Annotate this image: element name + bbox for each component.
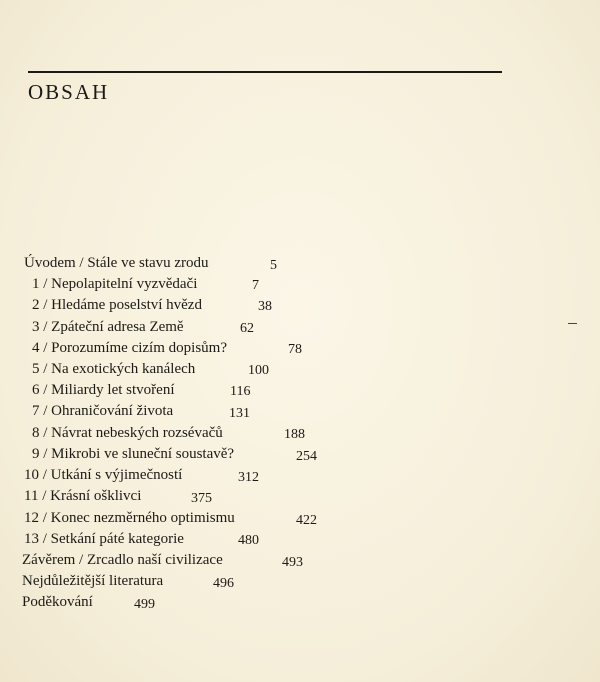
chapter-title: Mikrobi ve sluneční soustavě? xyxy=(51,446,235,462)
toc-entry xyxy=(32,275,197,293)
chapter-title: Na exotických kanálech xyxy=(51,361,196,377)
toc-entry xyxy=(22,551,223,569)
chapter-page-number: 499 xyxy=(134,597,155,612)
chapter-title: Nejdůležitější literatura xyxy=(22,573,164,589)
chapter-title: Krásní ošklivci xyxy=(50,488,142,504)
chapter-separator: / xyxy=(39,361,52,377)
chapter-page-number: 188 xyxy=(284,427,305,442)
toc-entry xyxy=(24,530,184,548)
chapter-page-number: 131 xyxy=(229,406,250,421)
chapter-title: Miliardy let stvoření xyxy=(51,382,175,398)
chapter-number: 12 xyxy=(24,510,39,526)
chapter-page-number: 38 xyxy=(258,299,272,314)
chapter-separator: / xyxy=(39,467,51,483)
chapter-separator: / xyxy=(39,297,52,313)
chapter-page-number: 116 xyxy=(230,384,251,399)
toc-entry xyxy=(32,360,195,378)
chapter-page-number: 254 xyxy=(296,449,317,464)
toc-entry xyxy=(24,487,141,505)
chapter-number: 3 xyxy=(32,319,40,335)
toc-entry xyxy=(32,381,174,399)
chapter-separator: / xyxy=(39,340,52,356)
chapter-page-number: 7 xyxy=(252,278,259,293)
chapter-title: Návrat nebeských rozsévačů xyxy=(51,425,223,441)
chapter-number: 4 xyxy=(32,340,40,356)
chapter-title: Hledáme poselství hvězd xyxy=(51,297,202,313)
chapter-separator: / xyxy=(39,446,52,462)
toc-entry xyxy=(22,593,93,611)
chapter-page-number: 493 xyxy=(282,555,303,570)
chapter-title: Utkání s výjimečností xyxy=(50,467,183,483)
toc-entry xyxy=(22,572,163,590)
toc-entry xyxy=(32,296,202,314)
chapter-page-number: 496 xyxy=(213,576,234,591)
chapter-number: 11 xyxy=(24,488,39,504)
toc-entry xyxy=(32,318,184,336)
chapter-page-number: 312 xyxy=(238,470,259,485)
chapter-title: Poděkování xyxy=(22,594,93,610)
chapter-number: 1 xyxy=(32,276,40,292)
chapter-number: 9 xyxy=(32,446,40,462)
chapter-title: Zpáteční adresa Země xyxy=(51,319,184,335)
chapter-title: Porozumíme cizím dopisům? xyxy=(51,340,227,356)
chapter-number: 2 xyxy=(32,297,40,313)
chapter-title: Závěrem / Zrcadlo naší civilizace xyxy=(22,552,223,568)
chapter-page-number: 375 xyxy=(191,491,212,506)
margin-mark xyxy=(568,323,577,324)
chapter-separator: / xyxy=(39,319,52,335)
chapter-page-number: 78 xyxy=(288,342,302,357)
chapter-title: Setkání páté kategorie xyxy=(50,531,184,547)
chapter-number: 8 xyxy=(32,425,40,441)
chapter-title: Nepolapitelní vyzvědači xyxy=(51,276,198,292)
chapter-number: 5 xyxy=(32,361,40,377)
chapter-number: 7 xyxy=(32,403,40,419)
chapter-separator: / xyxy=(39,276,52,292)
chapter-page-number: 480 xyxy=(238,533,259,548)
toc-entry xyxy=(32,402,173,420)
page-title: OBSAH xyxy=(28,80,110,104)
chapter-title: Úvodem / Stále ve stavu zrodu xyxy=(24,255,209,271)
chapter-separator: / xyxy=(39,531,51,547)
chapter-number: 13 xyxy=(24,531,39,547)
chapter-page-number: 422 xyxy=(296,513,317,528)
chapter-title: Konec nezměrného optimismu xyxy=(50,510,235,526)
toc-entry xyxy=(32,424,223,442)
chapter-separator: / xyxy=(39,403,52,419)
toc-entry xyxy=(32,339,227,357)
chapter-page-number: 5 xyxy=(270,258,277,273)
chapter-number: 6 xyxy=(32,382,40,398)
toc-entry xyxy=(24,509,235,527)
chapter-title: Ohraničování života xyxy=(51,403,174,419)
toc-entry xyxy=(24,466,182,484)
chapter-number: 10 xyxy=(24,467,39,483)
chapter-page-number: 62 xyxy=(240,321,254,336)
chapter-separator: / xyxy=(39,425,52,441)
chapter-page-number: 100 xyxy=(248,363,269,378)
toc-entry xyxy=(24,254,209,272)
chapter-separator: / xyxy=(39,382,52,398)
chapter-separator: / xyxy=(38,488,51,504)
chapter-separator: / xyxy=(39,510,51,526)
toc-entry xyxy=(32,445,234,463)
